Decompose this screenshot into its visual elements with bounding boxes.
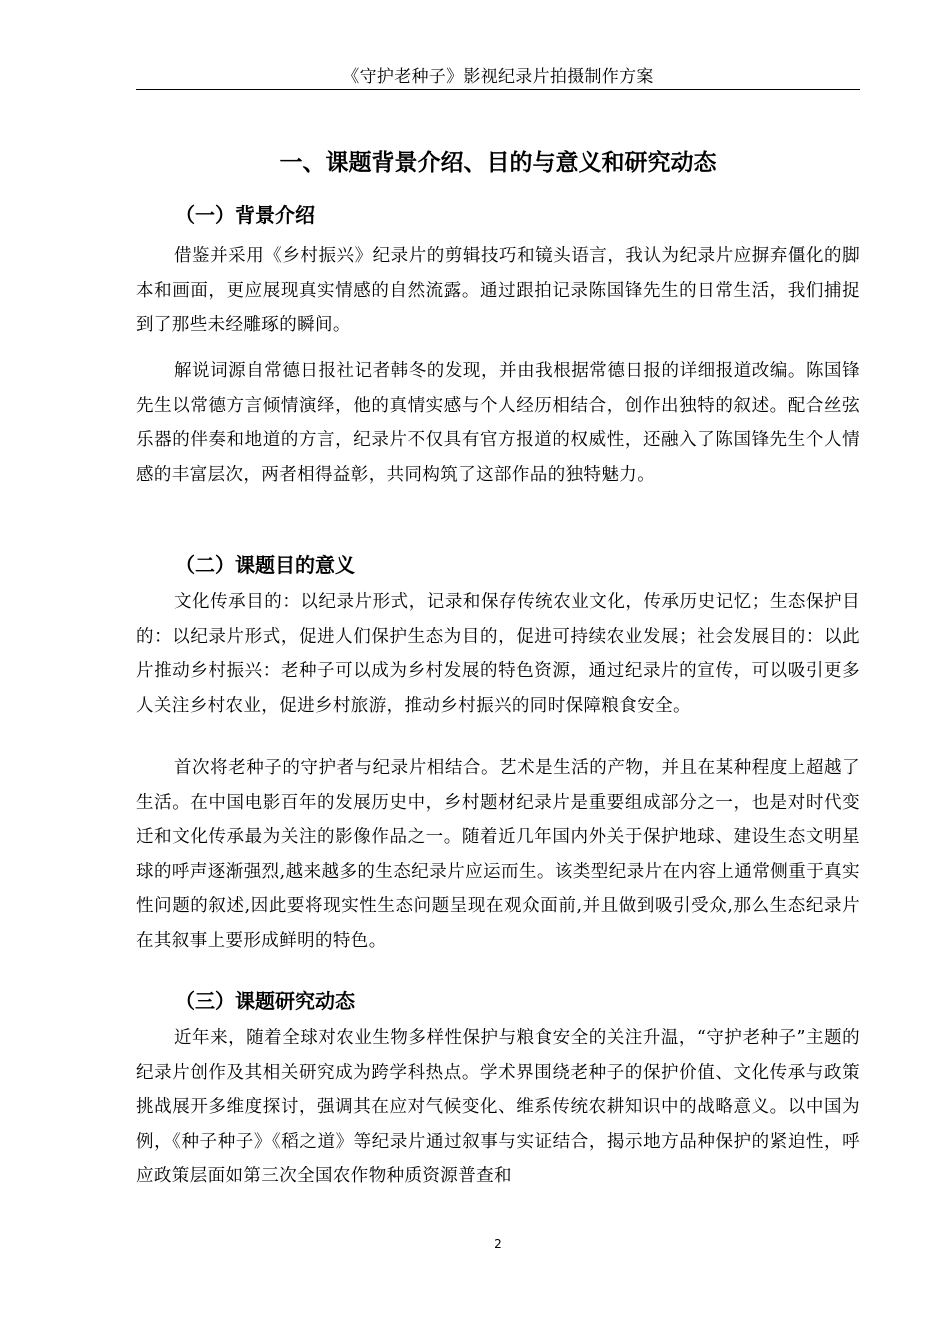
header-rule	[136, 89, 860, 90]
section-heading-background: （一）背景介绍	[175, 203, 315, 227]
page-title: 一、课题背景介绍、目的与意义和研究动态	[279, 150, 717, 176]
paragraph-purpose-1: 文化传承目的：以纪录片形式，记录和保存传统农业文化，传承历史记忆；生态保护目的：以纪录片形式，促进人们保护生态为目的，促进可持续农业发展；社会发展目的：以此片推动乡村振兴：老种子可以成为乡村发展的特色资源，通过纪录片的宣传，可以吸引更多人关注乡村农业，促进乡村旅游，推动乡村振兴的同时保障粮食安全。	[136, 592, 860, 716]
paragraph-research-1: 近年来，随着全球对农业生物多样性保护与粮食安全的关注升温，“守护老种子”主题的纪录片创作及其相关研究成为跨学科热点。学术界围绕老种子的保护价值、文化传承与政策挑战展开多维度探讨，强调其在应对气候变化、维系传统农耕知识中的战略意义。以中国为例，《种子种子》《稻之道》等纪录片通过叙事与实证结合，揭示地方品种保护的紧迫性，呼应政策层面如第三次全国农作物种质资源普查和	[136, 1028, 860, 1186]
paragraph-purpose-2: 首次将老种子的守护者与纪录片相结合。艺术是生活的产物，并且在某种程度上超越了生活。在中国电影百年的发展历史中，乡村题材纪录片是重要组成部分之一，也是对时代变迁和文化传承最为关注的影像作品之一。随着近几年国内外关于保护地球、建设生态文明星球的呼声逐渐强烈,越来越多的生态纪录片应运而生。该类型纪录片在内容上通常侧重于真实性问题的叙述,因此要将现实性生态问题呈现在观众面前,并且做到吸引受众,那么生态纪录片在其叙事上要形成鲜明的特色。	[136, 758, 860, 951]
page-number: 2	[494, 1237, 502, 1251]
paragraph-background-1: 借鉴并采用《乡村振兴》纪录片的剪辑技巧和镜头语言，我认为纪录片应摒弃僵化的脚本和画面，更应展现真实情感的自然流露。通过跟拍记录陈国锋先生的日常生活，我们捕捉到了那些未经雕琢的瞬间。	[136, 246, 860, 335]
paragraph-background-2: 解说词源自常德日报社记者韩冬的发现，并由我根据常德日报的详细报道改编。陈国锋先生以常德方言倾情演绎，他的真情实感与个人经历相结合，创作出独特的叙述。配合丝弦乐器的伴奏和地道的方言，纪录片不仅具有官方报道的权威性，还融入了陈国锋先生个人情感的丰富层次，两者相得益彰，共同构筑了这部作品的独特魅力。	[136, 361, 860, 485]
section-heading-purpose: （二）课题目的意义	[175, 553, 355, 577]
section-heading-research: （三）课题研究动态	[175, 989, 355, 1013]
running-header: 《守护老种子》影视纪录片拍摄制作方案	[342, 67, 654, 87]
